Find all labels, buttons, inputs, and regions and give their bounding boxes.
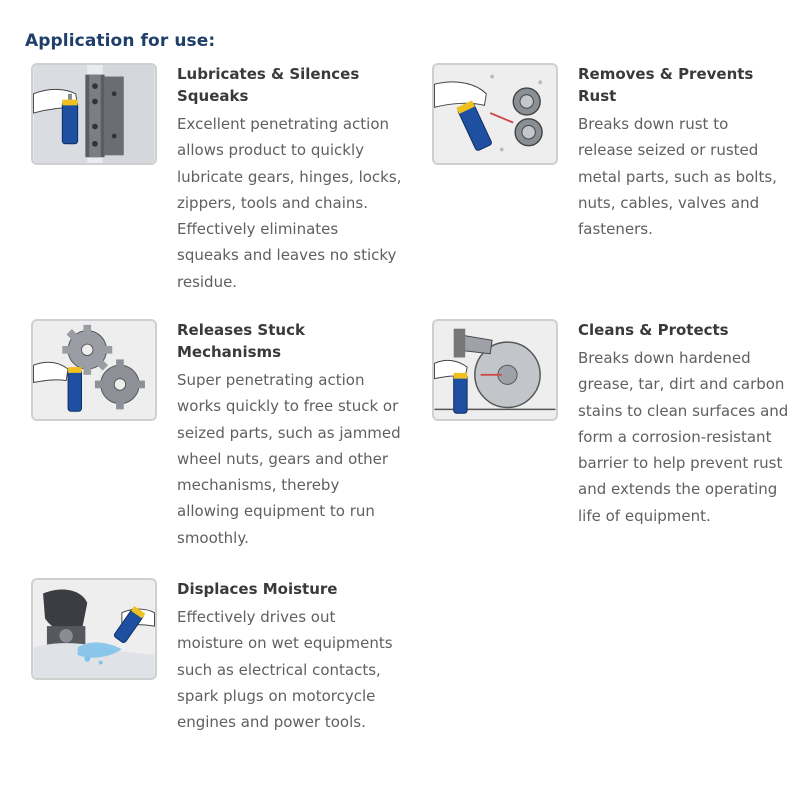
feature-cleans-protects: [432, 319, 792, 559]
feature-title: Releases Stuck Mechanisms: [177, 321, 305, 361]
feature-title: Lubricates & Silences Squeaks: [177, 65, 360, 105]
feature-title: Cleans & Protects: [578, 321, 729, 339]
feature-removes-rust: [432, 63, 792, 263]
hinge-icon: [31, 63, 157, 165]
feature-title: Removes & Prevents Rust: [578, 65, 754, 105]
feature-releases-stuck: [31, 319, 411, 559]
feature-description: Breaks down rust to release seized or rusted metal parts, such as bolts, nuts, cables, valves and fasteners.: [578, 115, 777, 239]
saw-blade-icon: [432, 319, 558, 421]
feature-description: Effectively drives out moisture on wet equipments such as electrical contacts, spark plugs on motorcycle engines and power tools.: [177, 608, 393, 732]
motorcycle-engine-icon: [31, 578, 157, 680]
feature-title: Displaces Moisture: [177, 580, 338, 598]
rusty-bolts-icon: [432, 63, 558, 165]
feature-description: Super penetrating action works quickly to free stuck or seized parts, such as jammed wheel nuts, gears and other mechanisms, thereby allowing equipment to run smoothly.: [177, 371, 401, 547]
feature-displaces-moisture: [31, 578, 411, 778]
feature-lubricates: [31, 63, 411, 303]
feature-description: Excellent penetrating action allows product to quickly lubricate gears, hinges, locks, zippers, tools and chains. Effectively eliminates squeaks and leaves no sticky residue.: [177, 115, 402, 291]
feature-description: Breaks down hardened grease, tar, dirt and carbon stains to clean surfaces and form a corrosion-resistant barrier to help prevent rust and extends the operating life of equipment.: [578, 349, 789, 525]
gears-icon: [31, 319, 157, 421]
page-heading: Application for use:: [25, 31, 216, 51]
